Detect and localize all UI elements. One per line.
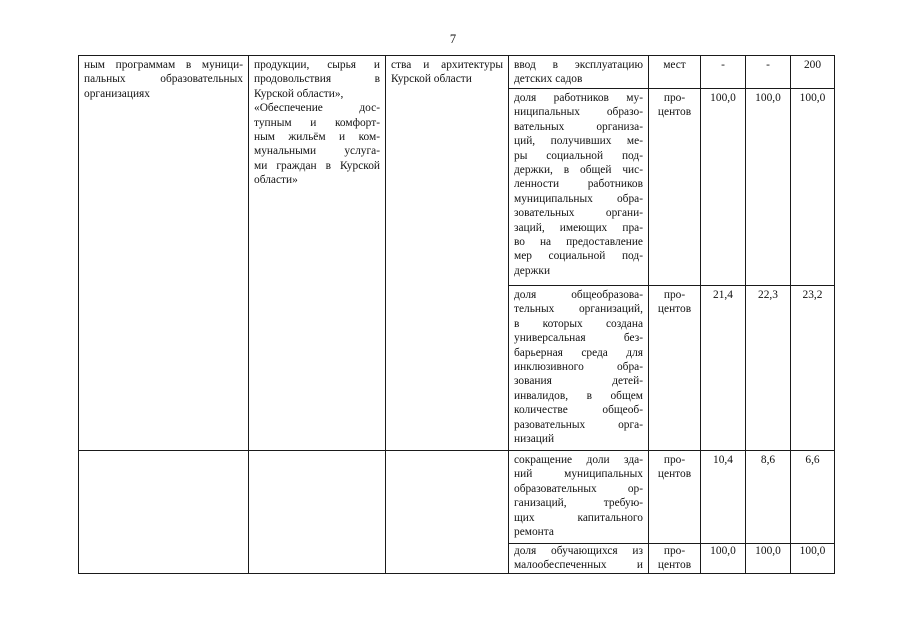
- text-line: продукции, сырья и: [254, 59, 380, 71]
- indicator-table: [78, 55, 835, 574]
- text-line: ства и архитектуры: [391, 59, 503, 71]
- text-line: ным жильём и ком-: [254, 131, 380, 144]
- unit-text: про-: [663, 545, 686, 557]
- text-line: тупным и комфорт-: [254, 116, 380, 129]
- unit-text: про-: [663, 92, 686, 104]
- text-line: пальных образовательных: [84, 73, 243, 86]
- unit-text: центов: [657, 559, 692, 572]
- unit-text: мест: [663, 59, 686, 71]
- empty-cell: [386, 451, 509, 574]
- unit-cell: [649, 89, 701, 286]
- value-cell: [746, 89, 791, 286]
- text-line: держки: [514, 264, 551, 277]
- executor-cell: [386, 56, 509, 451]
- text-line: ввод в эксплуатацию: [514, 59, 643, 71]
- indicator-cell: [509, 451, 649, 544]
- text-line: зовательных органи-: [514, 207, 643, 220]
- text-line: ремонта: [514, 526, 554, 539]
- text-line: ниципальных образо-: [514, 106, 643, 119]
- value-text: 8,6: [760, 454, 776, 466]
- indicator-cell: [509, 56, 649, 89]
- text-line: тельных организаций,: [514, 303, 643, 316]
- unit-text: про-: [663, 454, 686, 466]
- text-line: заций, имеющих пра-: [514, 221, 643, 234]
- text-line: Курской области»,: [254, 87, 344, 100]
- value-cell: [791, 56, 835, 89]
- text-line: доля обучающихся из: [514, 545, 643, 557]
- unit-cell: [649, 451, 701, 544]
- text-line: детских садов: [514, 73, 583, 86]
- unit-text: центов: [657, 106, 692, 119]
- value-text: 22,3: [758, 289, 778, 301]
- value-text: -: [766, 59, 770, 71]
- text-line: ми граждан в Курской: [254, 159, 380, 172]
- value-text: 100,0: [799, 545, 826, 557]
- value-cell: [791, 286, 835, 451]
- indicator-cell: [509, 89, 649, 286]
- text-line: ний муниципальных: [514, 468, 643, 481]
- value-text: -: [721, 59, 725, 71]
- value-text: 100,0: [710, 545, 736, 557]
- text-line: муниципальных обра-: [514, 192, 643, 205]
- value-cell: [701, 286, 746, 451]
- text-line: малообеспеченных и: [514, 559, 643, 572]
- text-line: количестве общеоб-: [514, 404, 643, 417]
- text-line: доля общеобразова-: [514, 289, 643, 301]
- unit-cell: [649, 286, 701, 451]
- text-line: продовольствия в: [254, 73, 380, 86]
- page-number: 7: [449, 32, 457, 46]
- value-cell: [746, 451, 791, 544]
- text-line: образовательных ор-: [514, 482, 643, 495]
- value-cell: [791, 89, 835, 286]
- value-text: 10,4: [713, 454, 733, 466]
- value-cell: [791, 451, 835, 544]
- value-cell: [746, 544, 791, 574]
- unit-cell: [649, 544, 701, 574]
- text-line: ленности работников: [514, 178, 643, 191]
- value-text: 100,0: [710, 92, 736, 104]
- text-line: доля работников му-: [514, 92, 643, 104]
- unit-cell: [649, 56, 701, 89]
- text-line: области»: [254, 174, 298, 187]
- text-line: инклюзивного обра-: [514, 361, 643, 374]
- indicator-cell: [509, 544, 649, 574]
- table-row: [79, 56, 835, 89]
- value-cell: [701, 451, 746, 544]
- value-cell: [701, 544, 746, 574]
- subprogram-cell: [249, 56, 386, 451]
- value-text: 100,0: [799, 92, 826, 104]
- value-text: 21,4: [713, 289, 733, 301]
- text-line: инвалидов, в общем: [514, 389, 643, 402]
- empty-cell: [249, 451, 386, 574]
- text-line: низаций: [514, 433, 555, 446]
- value-cell: [791, 544, 835, 574]
- indicator-cell: [509, 286, 649, 451]
- text-line: универсальная без-: [514, 332, 643, 345]
- text-line: ным программам в муници-: [84, 59, 243, 71]
- text-line: мунальными услуга-: [254, 145, 380, 158]
- empty-cell: [79, 451, 249, 574]
- text-line: барьерная среда для: [514, 346, 643, 359]
- program-name-cell: [79, 56, 249, 451]
- text-line: ций, получивших ме-: [514, 135, 643, 148]
- unit-text: центов: [657, 468, 692, 481]
- text-line: разовательных орга-: [514, 418, 643, 431]
- value-cell: [701, 89, 746, 286]
- value-text: 100,0: [755, 545, 781, 557]
- text-line: ры социальной под-: [514, 149, 643, 162]
- value-cell: [746, 56, 791, 89]
- text-line: зования детей-: [514, 375, 643, 388]
- text-line: «Обеспечение дос-: [254, 102, 380, 115]
- unit-text: про-: [663, 289, 686, 301]
- value-cell: [701, 56, 746, 89]
- text-line: сокращение доли зда-: [514, 454, 643, 466]
- text-line: щих капитального: [514, 511, 643, 524]
- text-line: во на предоставление: [514, 236, 643, 249]
- text-line: держки, в общей чис-: [514, 164, 643, 177]
- value-text: 23,2: [802, 289, 823, 301]
- value-cell: [746, 286, 791, 451]
- value-text: 6,6: [805, 454, 820, 466]
- text-line: мер социальной под-: [514, 250, 643, 263]
- value-text: 200: [803, 59, 822, 71]
- text-line: организациях: [84, 87, 150, 100]
- text-line: Курской области: [391, 73, 472, 86]
- table-row: [79, 451, 835, 544]
- text-line: в которых создана: [514, 317, 643, 330]
- text-line: вательных организа-: [514, 120, 643, 133]
- unit-text: центов: [657, 303, 692, 316]
- text-line: ганизаций, требую-: [514, 497, 643, 510]
- value-text: 100,0: [755, 92, 781, 104]
